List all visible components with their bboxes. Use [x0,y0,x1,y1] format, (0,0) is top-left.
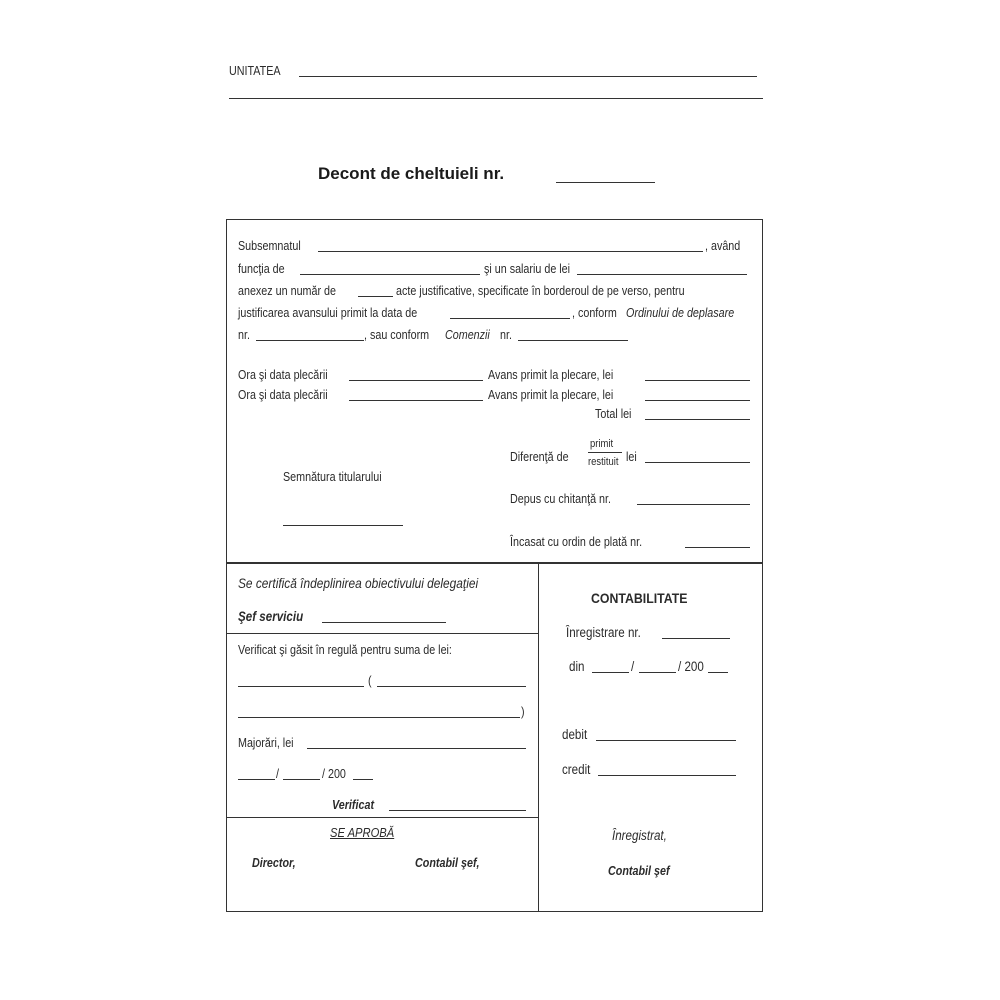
difference-label: Diferenţă de [510,450,569,464]
verify-date-sep: / [276,767,279,781]
departure-field-1[interactable] [349,380,483,381]
undersigned-label: Subsemnatul [238,239,301,253]
registration-label: Înregistrare nr. [566,625,641,640]
command-label: Comenzii [445,328,490,342]
function-field[interactable] [300,274,480,275]
verify-year-field[interactable] [353,779,373,780]
director-label: Director, [252,856,296,870]
title-number-line[interactable] [556,182,655,183]
undersigned-field[interactable] [318,251,703,252]
surcharges-field[interactable] [307,748,526,749]
nr-label: nr. [238,328,250,342]
page-title: Decont de cheltuieli nr. [318,164,505,183]
deposit-label: Depus cu chitanţă nr. [510,492,611,506]
difference-lei-label: lei [626,450,637,464]
verified-label: Verificat [332,798,375,812]
unit-field-line-2[interactable] [229,98,763,99]
departure-label-1: Ora şi data plecării [238,368,328,382]
chief-accountant-label: Contabil şef [608,864,670,878]
approve-label: SE APROBĂ [330,825,395,840]
advance-field-2[interactable] [645,400,750,401]
advance-label-1: Avans primit la plecare, lei [488,368,614,382]
deposit-field[interactable] [637,504,750,505]
chief-accountant-approve-label: Contabil şef, [415,856,480,870]
received-label: primit [590,438,614,450]
annex-text: acte justificative, specificate în borderoul de pe verso, pentru [396,284,685,298]
debit-label: debit [562,727,588,742]
acc-day-field[interactable] [592,672,629,673]
returned-label: restituit [588,456,619,468]
verified-signature-field[interactable] [389,810,526,811]
salary-field[interactable] [577,274,747,275]
command-nr-label: nr. [500,328,512,342]
paren-open: ( [368,674,372,688]
difference-field[interactable] [645,462,750,463]
total-label: Total lei [595,407,632,421]
debit-field[interactable] [596,740,736,741]
annex-count-field[interactable] [358,296,393,297]
departure-field-2[interactable] [349,400,483,401]
holder-signature-label: Semnătura titularului [283,470,382,484]
collected-label: Încasat cu ordin de plată nr. [510,535,643,549]
travel-order-label: Ordinului de deplasare [626,306,735,320]
justification-label: justificarea avansului primit la data de [238,306,418,320]
verified-sum-label: Verificat şi găsit în regulă pentru suma de lei: [238,643,452,657]
advance-label-2: Avans primit la plecare, lei [488,388,614,402]
acc-date-sep: / [631,659,635,674]
sum-words-field-2[interactable] [238,717,520,718]
or-label: , sau conform [364,328,430,342]
advance-field-1[interactable] [645,380,750,381]
surcharges-label: Majorări, lei [238,736,294,750]
registered-label: Înregistrat, [612,828,667,843]
collected-field[interactable] [685,547,750,548]
unit-field-line[interactable] [299,76,757,77]
annex-label: anexez un număr de [238,284,337,298]
advance-date-field[interactable] [450,318,570,319]
fraction-bar [588,452,622,453]
sum-field[interactable] [238,686,364,687]
certify-label: Se certifică îndeplinirea obiectivului delegaţiei [238,575,479,591]
left-divider-1 [227,633,539,634]
registration-field[interactable] [662,638,730,639]
accounting-title: CONTABILITATE [591,590,688,606]
order-nr-field[interactable] [256,340,364,341]
function-label: funcţia de [238,262,285,276]
from-label: din [569,659,585,674]
paren-close: ) [521,705,525,719]
verify-day-field[interactable] [238,779,275,780]
according-label: , conform [572,306,617,320]
acc-date-year: / 200 [678,659,704,674]
acc-year-field[interactable] [708,672,728,673]
unit-label: UNITATEA [229,64,281,78]
head-of-service-label: Şef serviciu [238,609,304,624]
having-label: , având [705,239,741,253]
credit-field[interactable] [598,775,736,776]
head-of-service-field[interactable] [322,622,446,623]
sum-words-field-1[interactable] [377,686,526,687]
holder-signature-field[interactable] [283,525,403,526]
acc-month-field[interactable] [639,672,676,673]
departure-label-2: Ora şi data plecării [238,388,328,402]
credit-label: credit [562,762,591,777]
salary-label: şi un salariu de lei [484,262,571,276]
left-divider-2 [227,817,539,818]
vertical-divider [538,563,539,911]
verify-date-year: / 200 [322,767,346,781]
verify-month-field[interactable] [283,779,320,780]
form-bottom-box [226,562,763,912]
total-field[interactable] [645,419,750,420]
command-nr-field[interactable] [518,340,628,341]
